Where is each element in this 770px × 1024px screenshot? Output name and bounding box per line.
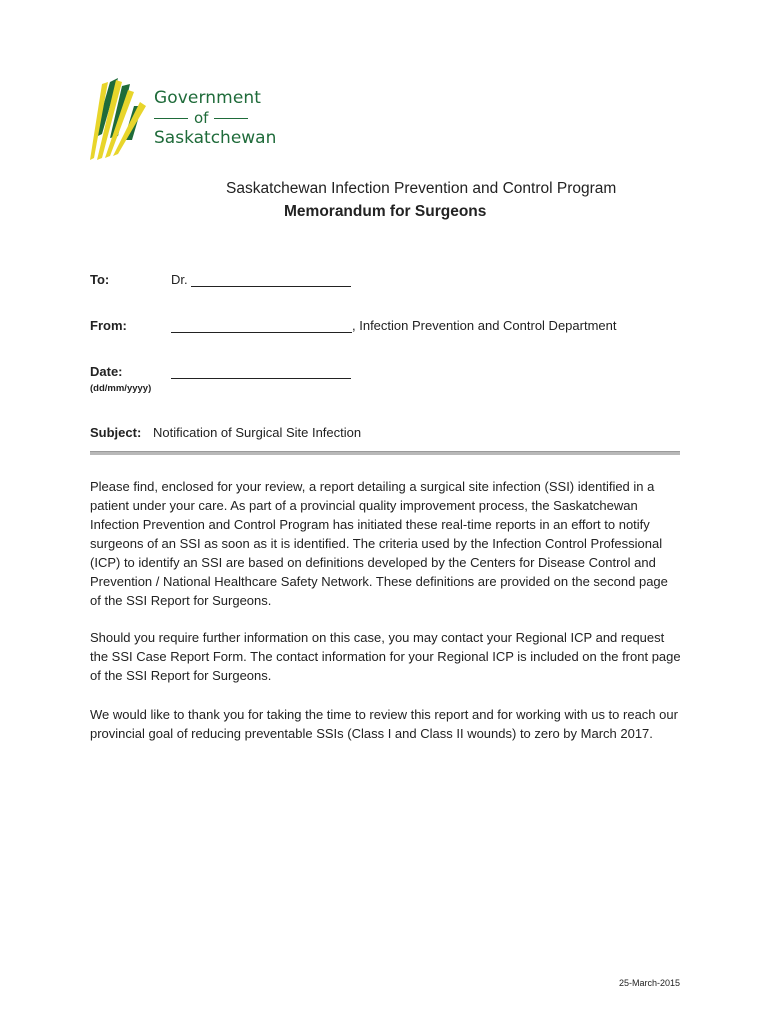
date-format-hint: (dd/mm/yyyy) <box>90 383 152 394</box>
body-paragraph-2: Should you require further information on this case, you may contact your Regional ICP and request the SSI Case Report Form. The contact information for your Regional ICP is included on the front page of the SSI Report for Surgeons. <box>90 630 681 683</box>
subject-value: Notification of Surgical Site Infection <box>153 425 362 440</box>
date-label: Date: <box>90 364 123 379</box>
to-label: To: <box>90 272 110 287</box>
government-logo <box>88 76 278 164</box>
wheat-logo-icon <box>88 76 150 162</box>
body-paragraph-3: We would like to thank you for taking the time to review this report and for working with us to reach our provincial goal of reducing preventable SSIs (Class I and Class II wounds) to zero by March 2017. <box>90 707 678 741</box>
logo-text-of-row <box>154 109 276 127</box>
logo-text-government: Government <box>154 88 262 108</box>
logo-rule-right <box>214 118 248 119</box>
section-divider <box>90 451 680 455</box>
subject-label: Subject: <box>90 425 142 440</box>
logo-text-of: of <box>194 109 209 127</box>
to-blank-line[interactable] <box>191 286 351 287</box>
footer-date: 25-March-2015 <box>618 978 680 988</box>
from-blank-line[interactable] <box>171 332 352 333</box>
to-prefix: Dr. <box>171 272 188 287</box>
logo-wordmark <box>154 88 276 148</box>
logo-text-saskatchewan: Saskatchewan <box>154 128 277 148</box>
document-title: Saskatchewan Infection Prevention and Control Program <box>226 180 617 197</box>
logo-rule-left <box>154 118 188 119</box>
from-department: , Infection Prevention and Control Department <box>352 318 617 333</box>
from-label: From: <box>90 318 127 333</box>
document-subtitle: Memorandum for Surgeons <box>284 203 487 220</box>
body-paragraph-1: Please find, enclosed for your review, a report detailing a surgical site infection (SSI) identified in a patient under your care. As part of a provincial quality improvement process, the Saskatchewan Infection Prevention and Control Program has initiated these real-time reports in an effort to notify surgeons of an SSI as soon as it is identified. The criteria used by the Infection Control Professional (ICP) to identify an SSI are based on definitions developed by the Centers for Disease Control and Prevention / National Healthcare Safety Network. These definitions are provided on the second page of the SSI Report for Surgeons. <box>90 479 668 608</box>
date-blank-line[interactable] <box>171 378 351 379</box>
